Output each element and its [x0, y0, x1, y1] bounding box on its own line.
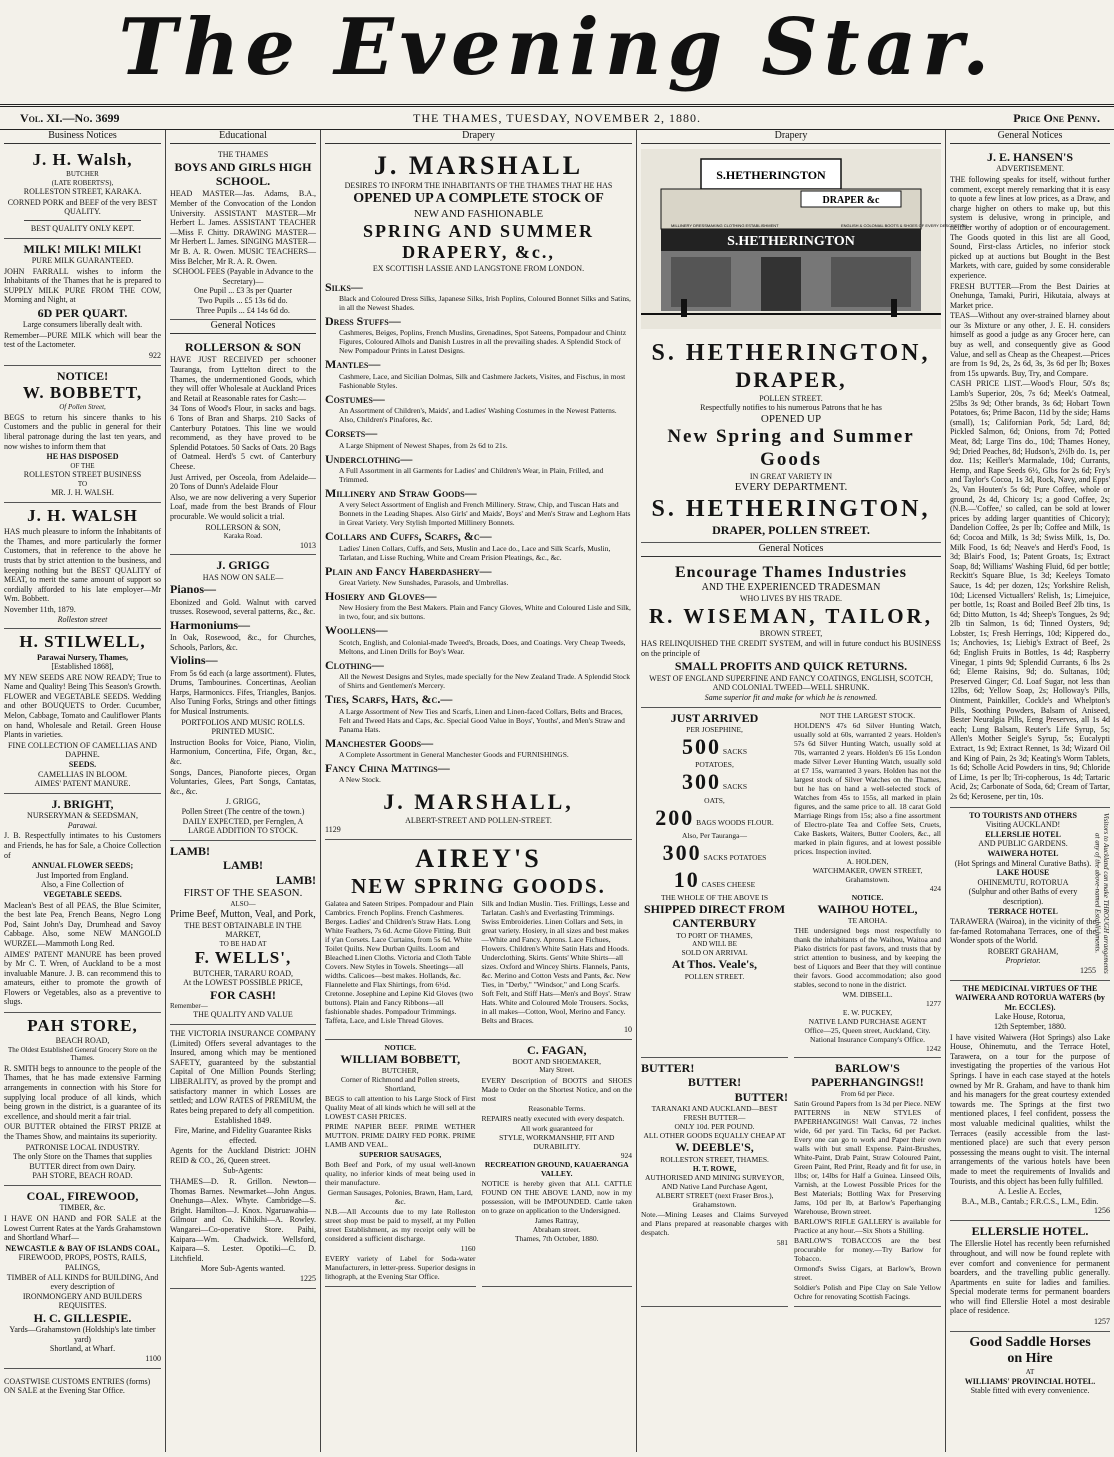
marshall-item-description: A Full Assortment in all Garments for Ladies' and Children's Wear, in Plain, Frilled, and Trimmed.	[339, 465, 604, 484]
marshall-item	[325, 280, 632, 312]
marshall-item-description: Black and Coloured Dress Silks, Japanese Silks, Irish Poplins, Coloured Bonnet Silks and Satins, in all the Newest Shades.	[339, 293, 631, 312]
marshall-item-description: Great Variety. New Sunshades, Parasols, and Umbrellas.	[339, 578, 509, 588]
marshall-item-description: A Large Shipment of Newest Shapes, from 2s 6d to 21s.	[339, 440, 508, 450]
marshall-item-description: A Large Assortment of New Ties and Scarfs, Linen and Linen-faced Collars, Belts and Braces, Felt and Tweed Hats and Caps, &c. Special Good Value in Boys', Youths', and Men's Straw and Panama Hats.	[339, 706, 625, 734]
shop-sign-right: ENGLISH & COLONIAL BOOTS & SHOES OF EVERY DESCRIPTION	[841, 223, 968, 228]
marshall-item	[325, 392, 632, 424]
advert-ellerslie-hotel: ELLERSLIE HOTEL. The Ellerslie Hotel has recently been refurnished throughout, and will now be found replete with ever comfort and convenience for permanent boarders, and the travelling public generally. Apartments en suite for ladies and families. Special moderate terms for permanent boarders who will find Ellerslie Hotel a most desirable place of residence. 1257	[950, 1221, 1110, 1332]
column-drapery-hetherington	[637, 130, 968, 1452]
marshall-item	[325, 357, 632, 389]
column-educational	[166, 130, 320, 1452]
section-heading: Drapery	[325, 130, 632, 144]
vertical-side-note: Visitors to Auckland can make THROUGH arrangements at any of the above-named Establishments.	[1093, 812, 1110, 974]
advert-marshall-heading: J. MARSHALL DESIRES TO INFORM THE INHABITANTS OF THE THAMES THAT HE HAS OPENED UP A COMPLETE STOCK OF NEW AND FASHIONABLE SPRING AND SUMMER DRAPERY, &c., EX SCOTTISH LASSIE AND LANGSTONE FROM LONDON.	[344, 151, 613, 273]
column-business-notices	[0, 130, 165, 1452]
advert-fagan-boots: C. FAGAN, BOOT AND SHOEMAKER, Mary Street. EVERY Description of BOOTS and SHOES Made to Order on the Shortest Notice, and on the most Reasonable Terms. REPAIRS neatly executed with every despatch. All work guaranteed for STYLE, WORKMANSHIP, FIT AND DURABILITY. 924 RECREATION GROUND, KAUAERANGA VALLEY. NOTICE is hereby given that ALL CATTLE FOUND ON THE ABOVE LAND, now in my possession, will be IMPOUNDED. Cattle taken on to graze on application to the Undersigned. James Rattray, Abraham street. Thames, 7th October, 1880.	[482, 1040, 633, 1287]
advert-grigg-music: J. GRIGG HAS NOW ON SALE— Pianos— Ebonized and Gold. Walnut with carved trusses. Rosewood, several patterns, &c., &c. Harmoniums— In Oak, Rosewood, &c., for Churches, Schools, Parlors, &c. Violins— From 5s 6d each (a large assortment). Flutes, Drums, Tambourines. Concertinas, Aeolian Harps, Harmoniccs. Fifes, Triangles, Banjos. Also Tuning Forks, Strings and other fittings for Musical Instruments. PORTFOLIOS AND MUSIC ROLLS. PRINTED MUSIC. Instruction Books for Voice, Piano, Violin, Harmonium, Concertina, Fife, Organ, &c., &c. Songs, Dances, Pianoforte pieces, Organ Voluntaries, Glees, Part Songs, Cantatas, &c., &c. J. GRIGG, Pollen Street (The centre of the town.) DAILY EXPECTED, per Fernglen, A LARGE ADDITION TO STOCK.	[170, 555, 316, 841]
shopfront-illustration	[641, 149, 968, 329]
shop-sign-draper: DRAPER &c	[822, 195, 880, 206]
marshall-item	[325, 452, 632, 484]
marshall-item	[325, 486, 632, 527]
advert-high-school: THE THAMES BOYS AND GIRLS HIGH SCHOOL. HEAD MASTER—Jas. Adams, B.A., Member of the Convocation of the London University. ASSISTANT MASTER—Mr Herbert L. James. ASSISTANT TEACHER—Miss F. Chitty. DRAWING MASTER—Mr Herbert L. James. SINGING MASTER—Mr B. A. R. Owen. MUSIC TEACHERS—Miss Belcher, Mr R. A. R. Owen. SCHOOL FEES (Payable in Advance to the Secretary)— One Pupil ... £3 3s per Quarter Two Pupils ... £5 13s 6d do. Three Pupils ... £4 14s 6d do.	[170, 147, 316, 320]
marshall-item	[325, 761, 632, 784]
section-heading: General Notices	[170, 320, 316, 334]
marshall-item-description: An Assortment of Children's, Maids', and Ladies' Washing Costumes in the Newest Patterns. Also, Children's Pinafores, &c.	[339, 406, 617, 425]
section-heading: Business Notices	[4, 130, 161, 144]
marshall-item-description: Scotch, English, and Colonial-made Tweed's, Broads, Does, and Coatings. Very Cheap Tweeds, Meltons, and Linen Drills for Boy's Wear.	[339, 637, 626, 656]
advert-saddle-horses: Good Saddle Horses on Hire AT WILLIAMS' PROVINCIAL HOTEL. Stable fitted with every convenience.	[964, 1334, 1096, 1396]
marshall-item-description: All the Newest Designs and Styles, made specially for the New Zealand Trade. A Splendid Stock of Shirts and Gentlemen's Mercery.	[339, 672, 630, 691]
shop-sign-main: S.HETHERINGTON	[727, 234, 855, 249]
advert-wiseman-tailor: Encourage Thames Industries AND THE EXPERIENCED TRADESMAN WHO LIVES BY HIS TRADE. R. WISEMAN, TAILOR, BROWN STREET, HAS RELINQUISHED THE CREDIT SYSTEM, and will in future conduct his BUSINESS on the principle of SMALL PROFITS AND QUICK RETURNS. WEST OF ENGLAND SUPERFINE AND FANCY COATINGS, ENGLISH, SCOTCH, AND COLONIAL TWEED—WELL SHRUNK. Same superior fit and make for which he is renowned.	[641, 560, 941, 708]
marshall-item	[325, 692, 632, 733]
marshall-item	[325, 426, 632, 449]
marshall-item-heading: Mantles—	[325, 357, 381, 372]
advert-milk: MILK! MILK! MILK! PURE MILK GUARANTEED. JOHN FARRALL wishes to inform the Inhabitants of the Thames that he is prepared to SUPPLY MILK PURE FROM THE COW, Morning and Night, at 6D PER QUART. Large consumers liberally dealt with. Remember—PURE MILK which will bear the test of the Lactometer. 922	[4, 239, 161, 366]
advert-veale-produce: JUST ARRIVED PER JOSEPHINE, 500 SACKS POTATOES, 300 SACKS OATS, 200 BAGS WOODS FLOUR. Also, Per Tauranga— 300 SACKS POTATOES 10 CASES CHEESE THE WHOLE OF THE ABOVE IS SHIPPED DIRECT FROM CANTERBURY TO PORT OF THAMES, AND WILL BE SOLD ON ARRIVAL At Thos. Veale's, POLLEN STREET.	[641, 708, 788, 1058]
marshall-item-heading: Silks—	[325, 279, 363, 294]
marshall-item-heading: Underclothing—	[325, 451, 413, 466]
advert-tourists-hotels: TO TOURISTS AND OTHERS Visiting AUCKLAND! ELLERSLIE HOTEL AND PUBLIC GARDENS. WAIWERA HOTEL (Hot Springs and Mineral Curative Baths). LAKE HOUSE OHINEMUTU, ROTORUA (Sulphur and other Baths of every description). TERRACE HOTEL TARAWERA (Wairoa), in the vicinity of the far-famed Rotomahana Terraces, one of the Wonder spots of the World. ROBERT GRAHAM, Proprietor. 1255 Visitors to Auckland can make THROUGH arrangements at any of the above-named Establishments.	[950, 808, 1110, 981]
marshall-item-heading: Collars and Cuffs, Scarfs, &c—	[325, 529, 492, 544]
marshall-item-description: A New Stock.	[339, 775, 381, 785]
advert-coal-firewood: COAL, FIREWOOD, TIMBER, &c. I HAVE ON HAND and FOR SALE at the Lowest Current Rates at the Yards Grahamstown and Shortland Wharf— NEWCASTLE & BAY OF ISLANDS COAL, FIREWOOD, PROPS, POSTS, RAILS, PALINGS, TIMBER of ALL KINDS for BUILDING, And every description of IRONMONGERY AND BUILDERS REQUISITES. H. C. GILLESPIE. Yards—Grahamstown (Holdship's late timber yard) Shortland, at Wharf. 1100	[4, 1186, 161, 1369]
column-drapery-marshall	[321, 130, 636, 1452]
marshall-item	[325, 589, 632, 621]
advert-bright-seedsman: J. BRIGHT, NURSERYMAN & SEEDSMAN, Parawai. J. B. Respectfully intimates to his Customers and Friends, he has for Sale, a Choice Collection of ANNUAL FLOWER SEEDS; Just Imported from England. Also, a Fine Collection of VEGETABLE SEEDS. Maclean's Best of all PEAS, the Blue Scimiter, the best late Pea, French Beans, Negro Long Pod, Saint John's Day, Drumhead and Savoy Cabbage. Also, some NEW MANGOLD WURZEL—Mammoth Long Red. AIMES' PATENT MANURE has been proved by Mr C. T. Wren, of Auckland to be a most invaluable Manure. J. B. can recommend this to amateurs, either to promote the growth of Flowers or Vegetables, also as a preventive to slugs.	[4, 794, 161, 1013]
shop-sign-left: MILLINERY DRESSMAKING CLOTHING ESTABLISHMENT	[671, 223, 779, 228]
newspaper-title: The Evening Star.	[118, 2, 996, 93]
section-heading: Educational	[170, 130, 316, 144]
advert-marshall-footer: J. MARSHALL, ALBERT-STREET AND POLLEN-STREET. 1129	[325, 786, 632, 840]
marshall-item-heading: Plain and Fancy Haberdashery—	[325, 563, 492, 578]
marshall-item	[325, 736, 632, 759]
advert-walsh-butcher: J. H. Walsh, BUTCHER (LATE ROBERTS'S), ROLLESTON STREET, KARAKA. CORNED PORK and BEEF of the very BEST QUALITY. BEST QUALITY ONLY KEPT.	[4, 147, 161, 239]
place-date: THE THAMES, TUESDAY, NOVEMBER 2, 1880.	[413, 111, 701, 125]
marshall-item-description: Cashmere, Lace, and Sicilian Dolmas, Silk and Cashmere Jackets, Visites, and Fischus, in most Fashionable Styles.	[339, 371, 626, 390]
marshall-item-description: A Complete Assortment in General Manchester Goods and FURNISHINGS.	[339, 750, 569, 760]
advert-airey: AIREY'S NEW SPRING GOODS. Galatea and Sateen Stripes. Pompadour and Plain Cambrics. French Poplins. French Cashmeres. Berges. Ladies' and Children's Straw Hats. Long White Feathers, 7s 6d. Acme Glove Fitting. Buit if y'an Corsets. Lace Curtains, from 5s 6d. White Toilet Quilts. New Durban Quilts. Loom and Bleached Linen Cloths. Victoria and Cloth Table Covers. New Styles in Towels. Sheetings—all widths. Calicoes—best makes. Hollands, &c. Flannelette and Flax Shirtings, from 6½d. Cretonne. Josephine and Lepine Kid Gloves (two buttons). Plain and Fancy Ribbons—all fashionable shades. Pompadour Trimmings. Taffeta, Lace, and Lisle Thread Gloves. Silk and Indian Muslin. Ties. Frillings, Lesse and Tarlatan. Cash's and Everlasting Trimmings. Swiss Embroideries. Linen Collars and Sets, in great variety. Hosiery, in all sizes and best makes—White and Fancy. Aprons. Lace Fichues, Flowers. Children's White Satin Hats and Hoods. Underclothing. Skirts. Gents' White Shirts—all sizes. Oxford and Wincey Shirts. Flannels, Pants, &c. Merino and Cotton Vests and Pants, &c. New Ties, in "Derby," "Windsor," and Long Scarfs. Soft Felt, and Stiff Hats—Men's and Boys'. Straw Hats. White and Coloured Mole Trousers. Socks, in all makes—Cotton, Wool, Merino and Fancy. Belts and Braces. 10	[325, 840, 632, 1040]
marshall-item	[325, 623, 632, 655]
advert-customs-entries: COASTWISE CUSTOMS ENTRIES (forms) ON SALE at the Evening Star Office.	[4, 1376, 151, 1396]
advert-william-bobbett: NOTICE. WILLIAM BOBBETT, BUTCHER, Corner of Richmond and Pollen streets, Shortland, BEGS to call attention to his Large Stock of First Quality Meat of all kinds which he will sell at the LOWEST CASH PRICES. PRIME NAPIER BEEF. PRIME WETHER MUTTON. PRIME DAIRY FED PORK. PRIME LAMB AND VEAL. SUPERIOR SAUSAGES, Both Beef and Pork, of my usual well-known quality, no inferior kinds of meat being used in their manufacture. German Sausages, Polonies, Brawn, Ham, Lard, &c. N.B.—All Accounts due to my late Rolleston street shop must be paid to myself, at my Pollen street Establishment, as my receipt only will be considered a sufficient discharge. 1160 EVERY variety of Label for Soda-water Manufacturers, in letter-press. Superior designs in lithograph, at the Evening Star Office.	[325, 1040, 476, 1287]
marshall-item	[325, 529, 632, 561]
marshall-item-description: Ladies' Linen Collars, Cuffs, and Sets, Muslin and Lace do., Lace and Silk Scarfs, Muslin, Tarlatan, and Lisse Ruching, White and Cream Prision Pleatings, &c., &c.	[339, 543, 611, 562]
marshall-item-heading: Dress Stuffs—	[325, 313, 401, 328]
advert-bobbett-notice: NOTICE! W. BOBBETT, Of Pollen Street, BEGS to return his sincere thanks to his Customers and the public in general for their liberal patronage during the last ten years, and now wishes to inform them that HE HAS DISPOSED OF THE ROLLESTON STREET BUSINESS TO MR. J. H. WALSH.	[4, 366, 161, 503]
marshall-item-description: New Hosiery from the Best Makers. Plain and Fancy Gloves, White and Coloured Lisle and Silk, in two, four, and six buttons.	[339, 603, 631, 622]
advert-hansen: J. E. HANSEN'S ADVERTISEMENT. THE following speaks for itself, without further comment, except merely remarking that it is easy to quote a few lines at low prices, as a Draw, and charge higher on others to make up, but this system is delusive, wrong in principle, and neither worthy of adoption or of encouragement. The Goods quoted in this list are all Good, Sound, First-class Articles, no inferior stock picked up at auctions but Bought in the Best Markets, with care, guided by some considerable experience. FRESH BUTTER—From the Best Dairies at Onehunga, Tamaki, Puriri, Hikutaia, always at Market price. TEAS—Without any over-strained blarney about our 3s Mixture or any other, J. E. H. considers himself as good a judge as any Grocer here, can buy as well, and consequently give as Good Value, and sell as Cheap as the Cheapest.—Prices are from 1s 9d, 2s, 2s 6d, 3s, 3s 6d per lb; Boxes from 15s upwards. Buy, Try, and Compare. CASH PRICE LIST.—Wood's Flour, 50's 8s; Lamb's Superior, 20s, 7s 6d; Meek's Oatmeal, 25lbs 3s 9d; Other brands, 3s 6d; Hobart Town Potatoes, 6s; Prime Bacon, 11d by the side; Hams (small), 1s; Californian Pork, 5d; Lard, 8d; Pickled Salmon, 6d; Onions, from 7d; Potted Meat, 8d; Large Tins do., 10d; Thames Honey, 9d; Dried Peaches, 8d; Hudson's, 2½lb do. 1s, per doz. 11s; Keiller's Marmalade, 10d; Currants, Hemp, and Rape Seeds 6½, Glbs for 2s 6d; Fry's and Taylor's Cocoa, 1s 3d, Rock, Navy, and Epps' 2s, Van Houten's 5s 6d; Pure Coffee, whole or ground, 2s 4d, Chicory 1s; a good Coffee, 2s; (N.B.—'Coffee,' so called, can be sold at lower prices by adding larger quantities of Chicory); Dandelion Coffee, 2s per lb; Coffee and Milk, 1s 6d; Cocoa and Milk, 1s 3d; Swiss Milk, 1s, Do. Milk Food, 1s 6d; Neave's and Herd's Food, 1s 3d; Blair's Food, 1s; Patent Groats, 1s; Extract Soap, 8d; Williams' Washing Fluid, 6d per bottle; Reckitt's Square Blue, 1s 3d; Keeleys Tomato Sauce, 1s 4d; per dozen, 12s; Yorkshire Relish, 10d; Licensed Victuallers' Relish, 1s; Limejuice, per bottle, 1s; Roast and Boiled Beef 2lb tins, 1s 6d; Ditto Mutton, 1s 4d; Sheep's Tongues, 2s 9d; 2lb tin Salmon, 1s 6d; Tinned Oysters, 9d; Lobster, 1s; Fresh Herrings, 10d; Kippered do., 1s; Anchovies, 1s; Liebig's Extract of Beef, 2s 6d; English Fruits in Bottles, 1s 4d; Raspberry Vinegar, 1 pints 9d; Splendid Currants, 6 lbs 2s 6d; Eleme Raisins, 9d; do. Sultanas, 10d; Preserved Ginger; Cd. Loaf Sugar, not less than 12lbs, 6d; Yellow Soap, 2s; Holloway's Pills, Ointment, Painkiller, Cockle's and Whelpton's Pills, Soothing Powders, Balsam of Aniseed, Bester Neuralgia Pills, Eeng Preserves, all 1s 4d each; Lung Balsam, Reuter's Life Syrup, 5s; Allen's Mother Seigle's Syrup, 5s; Eucalypti Extract, 1s 9d; Extract Rennet, 1s 3d; Wizard Oil and King of Pain, 2s 3d; Keating's Worm Tablets, 1s 6d; Scholle Acid Powders in tins, 9d; Chloride of Lime, 1s per lb; Tri-copherous, 1s 4d; Tartaric Acid, 2s; Carbonate of Soda, 6d; Cream of Tartar, 2s 6d; Kerosene, per tin, 10s.	[950, 147, 1110, 808]
marshall-item-heading: Clothing—	[325, 657, 384, 672]
masthead	[0, 0, 1114, 96]
advert-medicinal-waters: THE MEDICINAL VIRTUES OF THE WAIWERA AND ROTORUA WATERS (by Mr. ECCLES). Lake House, Rotorua, 12th September, 1880. I have visited Waiwera (Hot Springs) also Lake House, Ohinemutu, and the Terrace Hotel, Tarawera, on a tour for the purpose of investigating the properties of the various Hot Springs. I have in each case stayed at the hotels owned by Mr R. Graham, and have to thank him and his managers for the great courtesy extended towards me. The Springs at the first two mentioned places, I feel confident, possess the most valuable medicinal qualities, whilst the Terraces (easily accessible from the last-mentioned place) are such that every person possessing the means ought to visit. The internal arrangements of the various hotels have been made to meet the requirements of Invalids and Tourists, and this object has been fully fulfilled. A. Leslie A. Eccles, B.A., M.B., Cantab.; F.R.C.S., L.M., Edin. 1256	[950, 981, 1110, 1221]
marshall-item	[325, 658, 632, 690]
marshall-item-description: A very Select Assortment of English and French Millinery. Straw, Chip, and Tuscan Hats and Bonnets in the Leading Shapes. Also Girls' and Maids', Boys' and Men's Straw and Leghorn Hats in Great Variety. Very Stylish Imported Millinery Bonnets.	[339, 500, 631, 528]
section-heading: Drapery	[641, 130, 941, 144]
price: Price One Penny.	[1013, 111, 1100, 125]
marshall-item-description: Cashmeres, Beiges, Poplins, French Muslins, Grenadines, Spot Sateens, Pompadour and Chintz Figures, Coloured Alhols and Danish Lustres in all the prevailing shades. A Splendid Stock of New Pompadour Prints in Latest Designs.	[339, 328, 627, 356]
advert-pah-store: PAH STORE, BEACH ROAD, The Oldest Established General Grocery Store on the Thames. R. SMITH begs to announce to the people of the Thames, that he has made extensive Farming arrangements in connection with his Store for supplying local produce of all kinds, which being grown in the district, is a guarantee of its excellence, and should merit a fair trial. OUR BUTTER obtained the FIRST PRIZE at the Thames Show, and maintains its superiority. PATRONISE LOCAL INDUSTRY. The only Store on the Thames that supplies BUTTER direct from own Dairy. PAH STORE, BEACH ROAD.	[4, 1013, 161, 1186]
marshall-item-heading: Hosiery and Gloves—	[325, 589, 437, 604]
marshall-item-heading: Costumes—	[325, 391, 385, 406]
airey-list-left: Galatea and Sateen Stripes. Pompadour and Plain Cambrics. French Poplins. French Cashmeres. Berges. Ladies' and Children's Straw Hats. Long White Feathers, 7s 6d. Acme Glove Fitting. Buit if y'an Corsets. Lace Curtains, from 5s 6d. White Toilet Quilts. New Durban Quilts. Loom and Bleached Linen Cloths. Victoria and Cloth Table Covers. New Styles in Towels. Sheetings—all widths. Calicoes—best makes. Hollands, &c. Flannelette and Flax Shirtings, from 6½d. Cretonne. Josephine and Lepine Kid Gloves (two buttons). Plain and Fancy Ribbons—all fashionable shades. Pompadour Trimmings. Taffeta, Lace, and Lisle Thread Gloves.	[325, 899, 474, 1026]
shop-sign-top: S.HETHERINGTON	[716, 168, 826, 182]
advert-rollerson: ROLLERSON & SON HAVE JUST RECEIVED per schooner Tauranga, from Lyttelton direct to the Thames, the undermentioned Goods, which they will offer Wholesale at Auckland Prices and Retail at Reasonable rates for Cash:— 34 Tons of Wood's Flour, in sacks and bags. 6 Tons of Bran and Sharps. 210 Sacks of Canterbury Potatoes. This line we would recommend, as they have proved to be Splendid Potatoes. 50 Sacks of Oats. 20 Bags of Oatmeal. Herd's 5 cwt. of Canterbury Cheese. Just Arrived, per Osceola, from Adelaide—20 Tons of Dunn's Adelaide Flour Also, we are now delivering a very Superior Loaf, made from the best Brands of Flour procurable. We would solicit a trial. ROLLERSON & SON, Karaka Road. 1013	[170, 337, 316, 555]
section-heading: General Notices	[950, 130, 1110, 144]
airey-list-right: Silk and Indian Muslin. Ties. Frillings, Lesse and Tarlatan. Cash's and Everlasting Trimmings. Swiss Embroideries. Linen Collars and Sets, in great variety. Hosiery, in all sizes and best makes—White and Fancy. Aprons. Lace Fichues, Flowers. Children's White Satin Hats and Hoods. Underclothing. Skirts. Gents' White Shirts—all sizes. Oxford and Wincey Shirts. Flannels, Pants, &c. Merino and Cotton Vests and Pants, &c. New Ties, in "Derby," "Windsor," and Long Scarfs. Soft Felt, and Stiff Hats—Men's and Boys'. Straw Hats. White and Coloured Mole Trousers. Socks, in all makes—Cotton, Wool, Merino and Fancy. Belts and Braces.	[481, 899, 631, 1026]
advert-wells-lamb: LAMB! LAMB! LAMB! FIRST OF THE SEASON. ALSO— Prime Beef, Mutton, Veal, and Pork, THE BEST OBTAINABLE IN THE MARKET, TO BE HAD AT F. WELLS', BUTCHER, TARARU ROAD, At the LOWEST POSSIBLE PRICE, FOR CASH! Remember— THE QUALITY AND VALUE	[170, 841, 316, 1025]
marshall-item-list	[325, 280, 632, 785]
volume-number: Vol. XI.—No. 3699	[20, 111, 120, 125]
advert-stilwell-nursery: H. STILWELL, Parawai Nursery, Thames, [Established 1868], MY NEW SEEDS ARE NOW READY; True to Name and Quality! Being This Season's Growth. FLOWER and VEGETABLE SEEDS. Wedding and other BOUQUETS to Order. Cucumber, Melon, Cabbage, Tomato and Cauliflower Plants on hand, Wholesale and Retail. Green House Plants in varieties. FINE COLLECTION OF CAMELLIAS AND DAPHNE. SEEDS. CAMELLIAS IN BLOOM. AIMES' PATENT MANURE.	[4, 629, 161, 794]
advert-barlow-paperhangings: BARLOW'S PAPERHANGINGS!! From 6d per Piece. Satin Ground Papers from 1s 3d per Piece. NEW PATTERNS in NEW STYLES of PAPERHANGINGS! Wall Canvas, 72 inches wide, 6d per yard. Tin Tacks, 6d per Packet. Every one can go to work and Paper their own walls with but small Expense. Paint-Brushes, White-Paint, Drab Paint, Straw Coloured Paint, Green Paint, Red Print, Ready and fit for use, in 1lbs; or, 14lbs for Half a Guinea. Linseed Oils, Varnish, at the Lowest Possible Prices for the Best Materials; Bottling Wax for Preserving Jams, 10d per lb, at Barlow's Paperhanging Warehouse, Brown street. BARLOW'S RIFLE GALLERY is available for Practice at any hour.—Six Shots a Shilling. BARLOW'S TOBACCOS are the best procurable for money.—Try Barlow for Tobacco. Ormond's Swiss Cigars, at Barlow's, Brown street. Soldier's Polish and Pipe Clay on Sale Yellow Ochre for renovating Scottish Facings.	[794, 1058, 941, 1307]
marshall-item	[325, 314, 632, 355]
marshall-item-heading: Manchester Goods—	[325, 735, 434, 750]
advert-victoria-insurance: THE VICTORIA INSURANCE COMPANY (Limited) Offers several advantages to the Insured, among which may be mentioned SAFETY, guaranteed by the substantial Capital of One Million Pounds Sterling; LIBERALITY, as proved by the prompt and satisfactory manner in which Losses are settled; and LOW RATES of PREMIUM, the Rates being prepared to defy all competition. Established 1849. Fire, Marine, and Fidelity Guarantee Risks effected. Agents for the Auckland District: JOHN REID & CO., 26, Queen street. Sub-Agents: THAMES—D. R. Grillon. Newton—Thomas Barnes. Newmarket—John Angus. Onehunga—Alex. Whyte. Cambridge—S. Bright. Hamilton—J. Knox. Ngaruawahia—Gilmour and Co. Kihikihi—A. Rowley. Wangarei—Co-operative Store. Paihi, Kaipara—Wm. Chadwick. Wellsford, Kaipara—S. Lester. Opotiki—C. D. Litchfield. More Sub-Agents wanted. 1225	[170, 1025, 316, 1288]
marshall-item-heading: Ties, Scarfs, Hats, &c.—	[325, 692, 453, 707]
advert-deeble-butter: BUTTER! BUTTER! BUTTER! TARANAKI AND AUCKLAND—BEST FRESH BUTTER— ONLY 10d. PER POUND. ALL OTHER GOODS EQUALLY CHEAP AT W. DEEBLE'S, ROLLESTON STREET, THAMES. H. T. ROWE, AUTHORISED AND MINING SURVEYOR, AND Native Land Purchase Agent, ALBERT STREET (next Fraser Bros.), Grahamstown. Note.—Mining Leases and Claims Surveyed and Plans prepared at reasonable charges with despatch. 581	[641, 1058, 788, 1307]
section-heading: General Notices	[641, 543, 941, 557]
marshall-item	[325, 564, 632, 587]
dateline-bar	[0, 104, 1114, 130]
advert-holden-watchmaker: NOT THE LARGEST STOCK. HOLDEN'S 47s 6d Silver Hunting Watch, usually sold at 60s, warranted 2 years. Holden's 57s 6d Silver Hunting Watch, usually sold at 70s, warranted 2 years. Holden's £6 15s London made Silver Lever Hunting Watch, usually sold at £7 15s, warranted 3 years. Holden has not the largest stock of Silver Watches on the Thames, but he has on hand a well-selected stock of Watches from 45s to 155s, all marked in plain figures, and the same price to all. 18 carat Gold Marriage Rings from 15s; also a fine assortment of Electro-plate Tea and Coffee Sets, Cruets, Cake Baskets, Waiters, Butter Coolers, &c., all marked in plain figures, and at lowest possible prices. Inspection invited. A. HOLDEN, WATCHMAKER, OWEN STREET, Grahamstown. 424 NOTICE. WAIHOU HOTEL, TE AROHA. THE undersigned begs most respectfully to thank the inhabitants of the Waihou, Waitoa and Piako districts for past favors, and trusts that by strict attention to business, and by keeping the best of Liquors and Beer that they will continue their favors. Good accommodation; also good stables, second to none in the district. WM. DIBSELL. 1277 E. W. PUCKEY, NATIVE LAND PURCHASE AGENT Office—25, Queen street, Auckland, City. National Insurance Company's Office. 1242	[794, 708, 941, 1058]
advert-walsh-notice: J. H. WALSH HAS much pleasure to inform the Inhabitants of the Thames, and more particularly the former Customers, that in reference to the above he trusts that by strict attention to the business, and keeping nothing but the BEST QUALITY of MEAT, to merit the same amount of support so cordially afforded to his late employer—Mr Wm. Bobbett. November 11th, 1879. Rolleston street	[4, 503, 161, 629]
marshall-item-heading: Fancy China Mattings—	[325, 761, 450, 776]
marshall-item-heading: Corsets—	[325, 426, 378, 441]
column-general-notices	[946, 130, 1114, 1452]
marshall-item-heading: Millinery and Straw Goods—	[325, 485, 477, 500]
marshall-item-heading: Woollens—	[325, 623, 388, 638]
advert-hetherington: S. HETHERINGTON, DRAPER, POLLEN STREET. Respectfully notifies to his numerous Patrons that he has OPENED UP New Spring and Summer Goods IN GREAT VARIETY IN EVERY DEPARTMENT. S. HETHERINGTON, DRAPER, POLLEN STREET.	[641, 336, 941, 543]
